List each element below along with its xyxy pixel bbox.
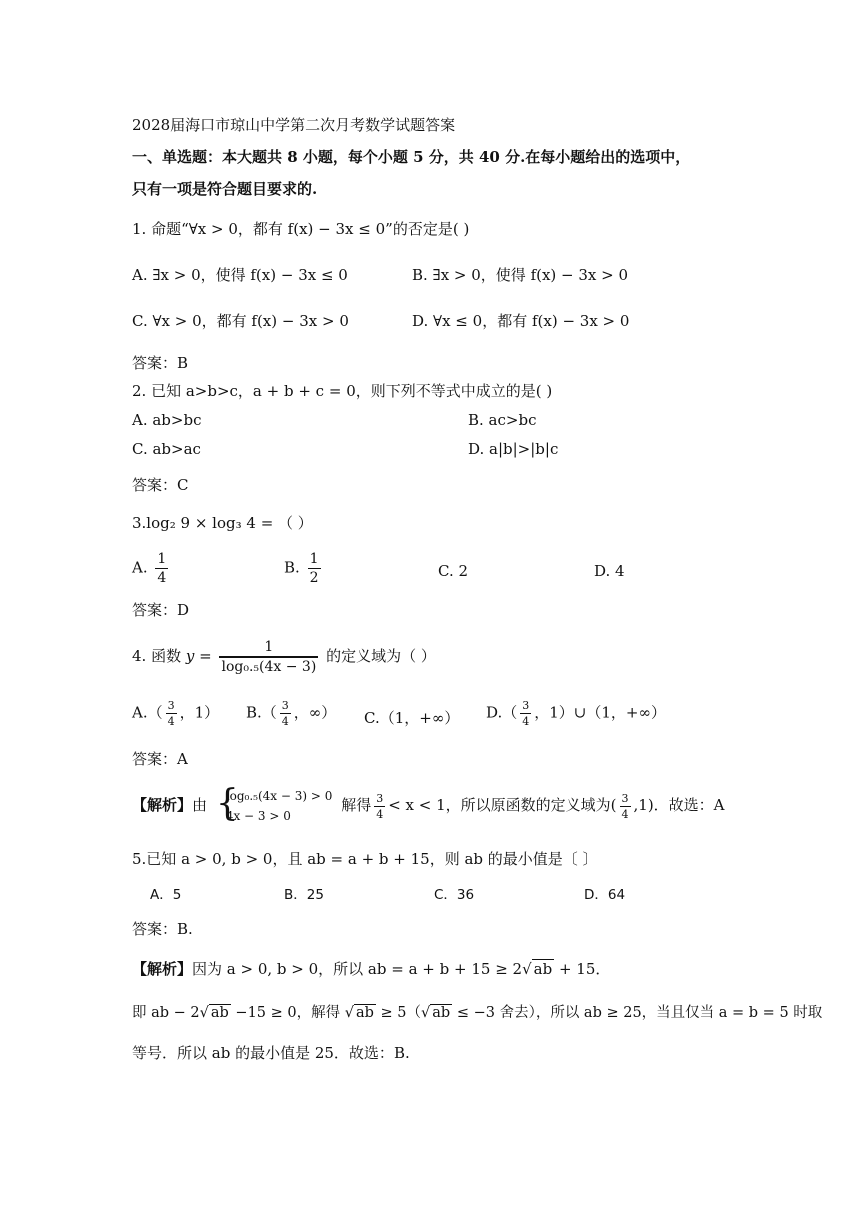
q4-answer: 答案：A (132, 750, 188, 768)
q2-option-d: D. a|b|>|b|c (468, 440, 559, 458)
q4-option-b (246, 700, 336, 727)
q4-analysis-label: 【解析】 (132, 796, 193, 814)
section-heading-line1: 一、单选题：本大题共 8 小题，每个小题 5 分，共 40 分.在每小题给出的选项中， (132, 148, 691, 166)
q5-analysis-line2-a: 即 ab − 2 (132, 1005, 200, 1021)
q4-option-a-fraction (166, 700, 177, 727)
q4-option-a-pre: A.（ (132, 703, 163, 722)
q4-analysis-den-1: 4 (376, 807, 384, 821)
q5-analysis-line1-sqrt: ab (533, 960, 553, 978)
q5-analysis-line1-b: + 15． (554, 960, 611, 978)
q4-analysis-num-1: 3 (376, 791, 384, 805)
q1-option-b: B. ∃x > 0，使得 f(x) − 3x > 0 (412, 266, 629, 284)
q4-analysis-fraction-1 (374, 793, 385, 820)
q4-option-b-num: 3 (281, 699, 289, 712)
q3-option-b (284, 552, 324, 585)
q2-option-c: C. ab>ac (132, 440, 201, 458)
q3-option-d: D. 4 (594, 562, 625, 580)
q4-analysis-dom: ,1)．故选：A (633, 796, 725, 814)
q4-option-b-pre: B.（ (246, 703, 277, 722)
q4-option-a (132, 700, 219, 727)
q3-option-a-denominator: 4 (157, 570, 167, 586)
q1-option-a: A. ∃x > 0，使得 f(x) − 3x ≤ 0 (132, 266, 348, 284)
q1-option-c: C. ∀x > 0，都有 f(x) − 3x > 0 (132, 312, 349, 330)
q4-option-a-post: ，1） (179, 703, 220, 722)
q4-func-lhs: y = (185, 647, 212, 665)
q5-analysis-line1-a: 因为 a > 0, b > 0，所以 ab = a + b + 15 ≥ 2 (192, 960, 523, 978)
q5-analysis-label: 【解析】 (132, 960, 193, 978)
q3-option-b-numerator: 1 (309, 551, 319, 567)
q4-option-d-num: 3 (522, 699, 530, 712)
page-title: 2028届海口市琼山中学第二次月考数学试题答案 (132, 116, 456, 134)
q3-stem: 3.log₂ 9 × log₃ 4 = （ ） (132, 514, 313, 532)
q4-analysis-solve: 解得 (341, 796, 372, 814)
q1-answer: 答案：B (132, 354, 189, 372)
q5-option-b: B．25 (284, 887, 324, 903)
q5-option-a: A．5 (150, 887, 182, 903)
q4-stem-prefix: 4. 函数 (132, 647, 182, 665)
q4-option-d (486, 700, 666, 727)
q4-option-b-post: ，∞） (293, 703, 337, 722)
q4-option-b-den: 4 (281, 715, 289, 728)
q3-option-b-fraction (308, 552, 321, 585)
q5-analysis-line2-b: −15 ≥ 0，解得 (230, 1005, 345, 1021)
q4-analysis (132, 783, 725, 830)
q4-option-b-fraction (280, 700, 291, 727)
q1-stem-prefix: 1. 命题“ (132, 220, 189, 238)
q5-analysis-line2-sqrt3: ab (432, 1005, 451, 1021)
q1-stem-suffix: ”的否定是( ) (385, 220, 470, 238)
q2-stem: 2. 已知 a>b>c，a + b + c = 0，则下列不等式中成立的是( ) (132, 382, 553, 400)
q4-analysis-num-2: 3 (621, 791, 629, 805)
q2-option-a: A. ab>bc (132, 411, 202, 429)
q5-option-d: D．64 (584, 887, 626, 903)
q3-option-a-fraction (155, 552, 168, 585)
q5-analysis-line2-sqrt2: ab (356, 1005, 374, 1021)
q4-option-d-den: 4 (522, 715, 530, 728)
q5-analysis-line2-sqrt1: ab (210, 1005, 229, 1021)
q5-analysis-line3: 等号．所以 ab 的最小值是 25．故选：B. (132, 1044, 410, 1062)
q5-stem: 5.已知 a > 0, b > 0，且 ab = a + b + 15，则 ab 的最小值是〔 〕 (132, 850, 598, 868)
q3-option-b-label: B. (284, 558, 300, 577)
q4-analysis-fraction-2 (620, 793, 631, 820)
q3-option-c: C. 2 (438, 562, 469, 580)
section-heading-line2: 只有一项是符合题目要求的. (132, 180, 318, 198)
q4-analysis-sys-line1: log₀.₅(4x − 3) > 0 (225, 789, 333, 803)
q5-option-c: C．36 (434, 887, 475, 903)
q4-func-fraction (219, 640, 318, 674)
q3-option-a-numerator: 1 (157, 551, 167, 567)
q4-analysis-sys-line2: 4x − 3 > 0 (225, 809, 291, 823)
q4-option-c: C.（1，+∞） (364, 709, 460, 727)
q4-stem-suffix: 的定义域为（ ） (326, 647, 436, 665)
q5-analysis-line2: 即 ab − 2√ ab −15 ≥ 0，解得 √ ab ≥ 5（√ ab ≤ −3 舍去），所以 ab ≥ 25，当且仅当 a = b = 5 时取 (132, 1005, 823, 1021)
q4-option-a-den: 4 (167, 715, 175, 728)
q3-option-a (132, 552, 171, 585)
q3-option-a-label: A. (132, 558, 148, 577)
q4-stem (132, 640, 436, 684)
q4-analysis-den-2: 4 (621, 807, 629, 821)
q4-analysis-system (215, 783, 333, 826)
q2-option-b: B. ac>bc (468, 411, 537, 429)
q5-analysis-line2-c: ≥ 5（ (375, 1005, 422, 1021)
q3-answer: 答案：D (132, 601, 190, 619)
q4-option-d-fraction (520, 700, 531, 727)
q5-answer: 答案：B. (132, 920, 193, 938)
q2-answer: 答案：C (132, 476, 189, 494)
q1-option-d: D. ∀x ≤ 0，都有 f(x) − 3x > 0 (412, 312, 630, 330)
q4-option-d-pre: D.（ (486, 703, 518, 722)
q4-analysis-ineq: < x < 1，所以原函数的定义域为( (388, 796, 617, 814)
q5-analysis-line1: 【解析】因为 a > 0, b > 0，所以 ab = a + b + 15 ≥ 2√ ab + 15． (132, 960, 611, 978)
q1-stem (132, 218, 469, 240)
q4-analysis-you: 由 (192, 796, 208, 814)
q1-stem-math: ∀x > 0，都有 f(x) − 3x ≤ 0 (188, 220, 386, 238)
q3-option-b-denominator: 2 (309, 570, 319, 586)
brace-icon: { (215, 783, 239, 824)
q4-func-numerator: 1 (219, 640, 318, 657)
q4-option-d-post: ，1）∪（1，+∞） (534, 703, 666, 722)
q4-option-a-num: 3 (167, 699, 175, 712)
q5-analysis-line2-d: ≤ −3 舍去），所以 ab ≥ 25，当且仅当 a = b = 5 时取 (452, 1005, 823, 1021)
q4-func-denominator: log₀.₅(4x − 3) (221, 659, 317, 675)
